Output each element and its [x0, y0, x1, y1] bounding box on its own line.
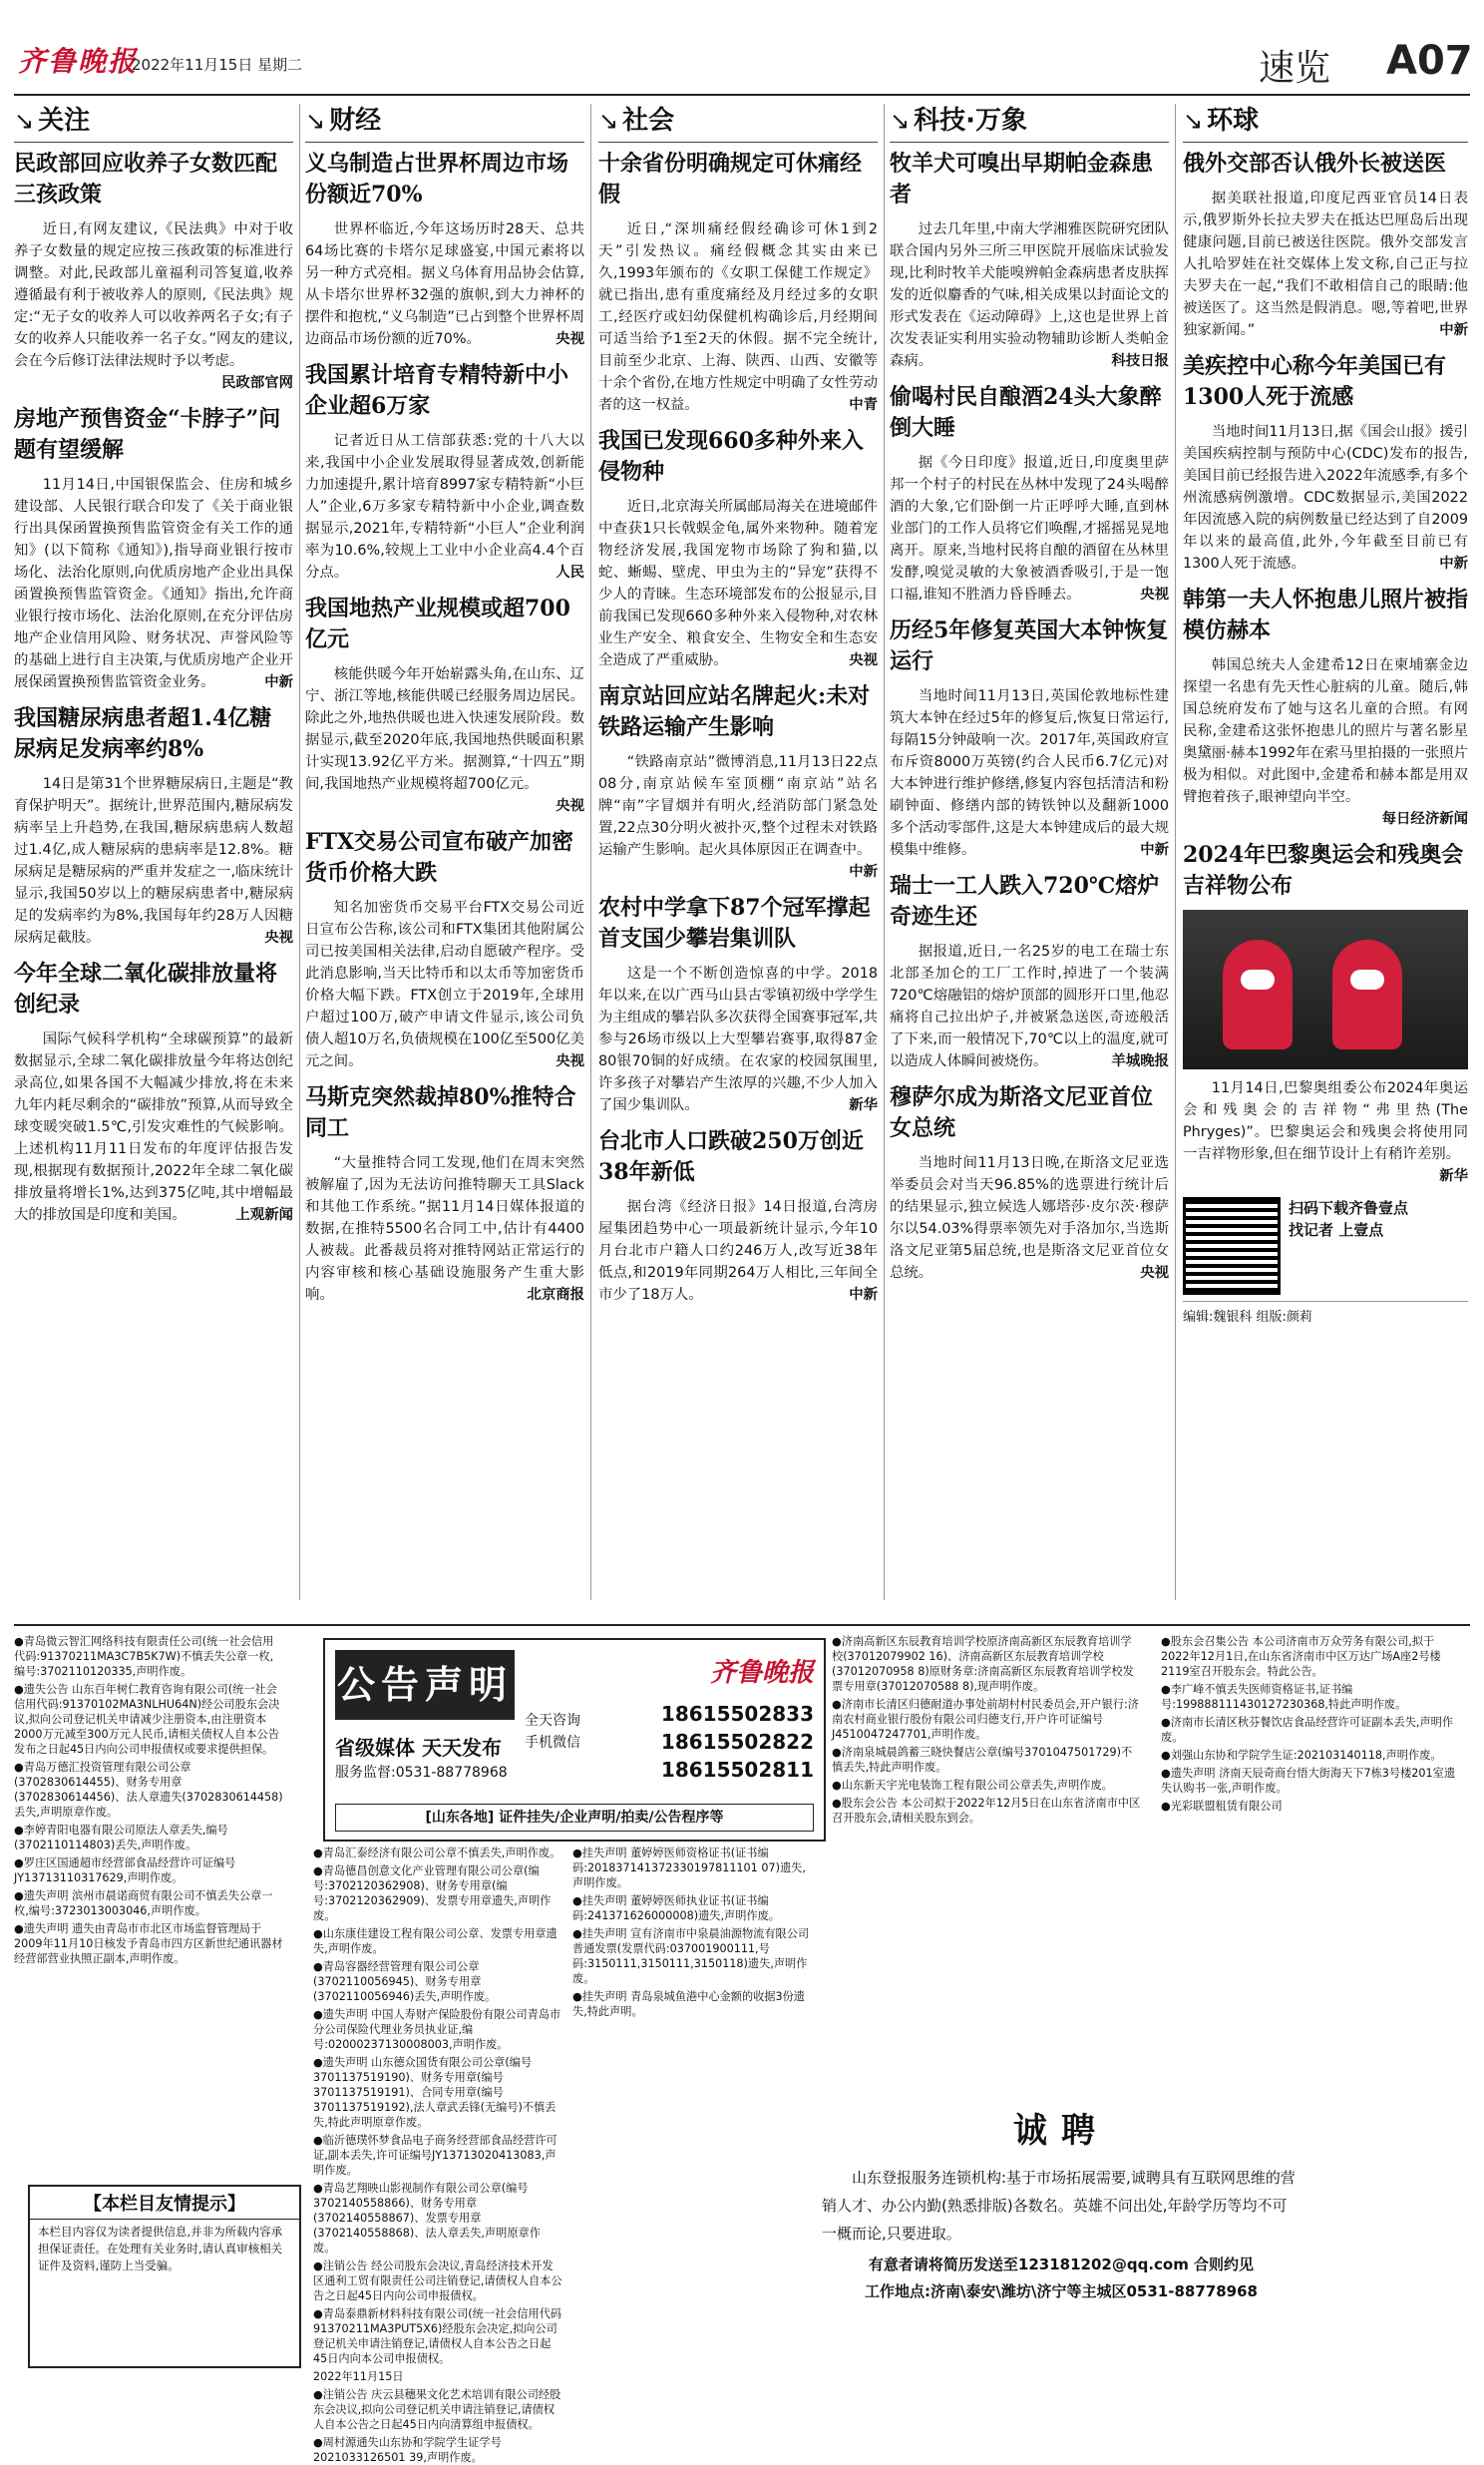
column-1 — [14, 100, 293, 1606]
article — [890, 616, 1169, 861]
column-title: ↘ 社会 — [598, 100, 878, 143]
classified-ad: ●遗失声明 济南天辰奇商台悟大街海天下7栋3号楼201室遗失认购书一张,声明作废。 — [1161, 1767, 1456, 1795]
headline[interactable]: FTX交易公司宣布破产加密货币价格大跌 — [305, 829, 574, 886]
banner-title: 公告声明 — [335, 1650, 515, 1720]
headline[interactable]: 南京站回应站名牌起火:未对铁路运输产生影响 — [598, 683, 871, 740]
body-text: 11月14日,巴黎奥组委公布2024年奥运会和残奥会的吉祥物“弗里热(The Phryges)”。巴黎奥运会和残奥会将使用同一吉祥物形象,但在细节设计上有稍许差别。 新华 — [1183, 1077, 1468, 1187]
banner-service-bar: [山东各地] 证件挂失/企业声明/拍卖/公告程序等 — [335, 1804, 814, 1832]
body-text: 当地时间11月13日,英国伦敦地标性建筑大本钟在经过5年的修复后,恢复日常运行,每隔15分钟敲响一次。2017年,英国政府宣布斥资8000万英镑(约合人民币6.7亿元)对大本钟进行维护修缮,修复内容包括清洁和粉刷钟面、修缮内部的铸铁钟以及翻新1000多个活动零部件,这是大本钟建成后的最大规模集中维修。 中新 — [890, 685, 1169, 861]
headline[interactable]: 农村中学拿下87个冠军撑起首支国少攀岩集训队 — [598, 895, 871, 952]
classified-ad: ●光彩联盟租赁有限公司 — [1161, 1800, 1283, 1813]
arrow-icon: ↘ — [598, 107, 619, 135]
column-title: ↘ 关注 — [14, 100, 293, 143]
ad-column-4 — [572, 1846, 812, 2095]
banner-service-tel: 服务监督:0531-88778968 — [335, 1765, 508, 1781]
classified-ad: ●青岛德昌创意文化产业管理有限公司公章(编号:3702120362908)、财务专用章(编号:3702120362909)、发票专用章遗失,声明作废。 — [313, 1864, 552, 1922]
classified-ad: ●罗庄区国通超市经营部食品经营许可证编号JY13713110317629,声明作废。 — [14, 1856, 236, 1884]
body-text: 过去几年里,中南大学湘雅医院研究团队联合国内另外三所三甲医院开展临床试验发现,比利时牧羊犬能嗅辨帕金森病患者皮肤挥发的近似麝香的气味,相关成果以封面论文的形式发表在《运动障碍》上,这也是世界上首次发表证实利用实验动物辅助诊断人类帕金森病。 科技日报 — [890, 218, 1169, 372]
classified-ad: ●挂失声明 董婷婷医师资格证书(证书编码:201837141372330197811101 07)遗失,声明作废。 — [572, 1847, 806, 1889]
article — [890, 382, 1169, 606]
classified-ad: ●青岛微云智汇网络科技有限责任公司(统一社会信用代码:91370211MA3C7B5K7W)不慎丢失公章一枚,编号:3702110120335,声明作废。 — [14, 1635, 274, 1678]
article — [598, 681, 878, 883]
body-text: 核能供暖今年开始崭露头角,在山东、辽宁、浙江等地,核能供暖已经服务周边居民。除此之外,地热供暖也进入快速发展阶段。数据显示,截至2020年底,我国地热供暖面积累计实现13.92亿平方米。据测算,“十四五”期间,我国地热产业规模将超700亿元。 央视 — [305, 663, 584, 817]
classified-ad: ●济南高新区东辰教育培训学校原济南高新区东辰教育培训学校(37012079902 16)、济南高新区东辰教育培训学校(37012070958 8)原财务章:济南高新区东辰教育培训学校发票专用章(37012070588 8),现声明作废。 — [832, 1635, 1134, 1693]
headline[interactable]: 牧羊犬可嗅出早期帕金森患者 — [890, 151, 1154, 207]
source: 央视 — [556, 1053, 584, 1069]
classified-ad: ●青岛容器经营管理有限公司公章(3702110056945)、财务专用章(3702110056946)丢失,声明作废。 — [313, 1960, 497, 2003]
classified-ad: ●青岛汇泰经济有限公司公章不慎丢失,声明作废。 — [313, 1847, 561, 1859]
page-header — [0, 0, 1484, 98]
classified-ad: ●注销公告 经公司股东会决议,青岛经济技术开发区通利工贸有限责任公司注销登记,请债权人自本公告之日起45日内向公司申报债权。 — [313, 2260, 562, 2302]
classified-ad: 2022年11月15日 — [313, 2370, 404, 2383]
classified-ad: ●李婷青阳电器有限公司原法人章丢失,编号(3702110114803)丢失,声明作废。 — [14, 1824, 228, 1851]
article — [305, 149, 584, 350]
article — [1183, 351, 1468, 575]
headline[interactable]: 义乌制造占世界杯周边市场份额近70% — [305, 151, 569, 207]
classified-ad: ●济南市长清区秋芬餐饮店食品经营许可证副本丢失,声明作废。 — [1161, 1716, 1454, 1744]
column-title: ↘ 科技·万象 — [890, 100, 1169, 143]
tip-title: 【本栏目友情提示】 — [30, 2187, 299, 2220]
article — [598, 1126, 878, 1306]
source: 人民 — [556, 565, 584, 581]
ads-section — [14, 1624, 1470, 2464]
banner-labels: 全天咨询 手机微信 — [525, 1713, 580, 1751]
source: 中青 — [849, 397, 878, 413]
arrow-icon: ↘ — [890, 107, 911, 135]
body-text: 14日是第31个世界糖尿病日,主题是“教育保护明天”。据统计,世界范围内,糖尿病发病率呈上升趋势,在我国,糖尿病患病人数超过1.4亿,成人糖尿病的患病率是12.8%。糖尿病足是糖尿病的严重并发症之一,临床统计显示,我国50岁以上的糖尿病患者中,糖尿病足的发病率约为8%,我国每年约28万人因糖尿病足截肢。 央视 — [14, 773, 293, 949]
recruit-title: 诚聘 — [1013, 2111, 1109, 2151]
body-text: 世界杯临近,今年这场历时28天、总共64场比赛的卡塔尔足球盛宴,中国元素将以另一种方式亮相。据义乌体育用品协会估算,从卡塔尔世界杯32强的旗帜,到大力神杯的摆件和抱枕,“义乌制造”已占到整个世界杯周边商品市场份额的近70%。 央视 — [305, 218, 584, 350]
body-text: 据报道,近日,一名25岁的电工在瑞士东北部圣加仑的工厂工作时,掉进了一个装满720℃熔融铝的熔炉顶部的圆形开口里,他忍痛将自己拉出炉子,并被紧急送医,奇迹般活了下来,而一般情况下,70℃以上的温度,就可以造成人体瞬间被烧伤。 羊城晚报 — [890, 941, 1169, 1072]
classified-ad: ●注销公告 庆云县穗果文化艺术培训有限公司经股东会决议,拟向公司登记机关申请注销登记,请债权人自本公告之日起45日内向清算组申报债权。 — [313, 2388, 561, 2431]
column-title: ↘ 环球 — [1183, 100, 1468, 143]
arrow-icon: ↘ — [1183, 107, 1204, 135]
classified-ad: ●遗失声明 山东德众国货有限公司公章(编号3701137519190)、财务专用章(编号3701137519191)、合同专用章(编号3701137519192),法人章武丢锋(无编号)不慎丢失,特此声明原章作废。 — [313, 2056, 556, 2129]
source: 中新 — [849, 864, 878, 880]
classified-ad: ●青岛万德汇投资管理有限公司公章(3702830614455)、财务专用章(3702830614456)、法人章遗失(3702830614458)丢失,声明原章作废。 — [14, 1761, 283, 1819]
source: 央视 — [1140, 1265, 1169, 1281]
classified-ad: ●青岛泰鼎新材料科技有限公司(统一社会信用代码91370211MA3PUT5X6)经股东会决定,拟向公司登记机关申请注销登记,请债权人自本公告之日起45日内向本公司申报债权。 — [313, 2307, 562, 2365]
article — [14, 959, 293, 1226]
classified-ad: ●遗失公告 山东百年树仁教育咨询有限公司(统一社会信用代码:91370102MA3NLHU64N)经公司股东会决议,拟向公司登记机关申请减少注册资本,由注册资本2000万元减至300万元人民币,请相关债权人自本公告发布之日起45日内向公司申报债权或要求提供担保。 — [14, 1683, 280, 1756]
source: 新华 — [1439, 1168, 1468, 1184]
source: 北京商报 — [527, 1287, 584, 1303]
body-text: 近日,“深圳痛经假经确诊可休1到2天”引发热议。痛经假概念其实由来已久,1993年颁布的《女职工保健工作规定》就已指出,患有重度痛经及月经过多的女职工,经医疗或妇幼保健机构确诊后,月经期间可适当给予1至2天的休假。据不完全统计,目前至少北京、上海、陕西、山西、安徽等十余个省份,在地方性规定中明确了女性劳动者的这一权益。 中青 — [598, 218, 878, 416]
headline[interactable]: 韩第一夫人怀抱患儿照片被指模仿赫本 — [1183, 587, 1469, 643]
body-text: 近日,有网友建议,《民法典》中对于收养子女数量的规定应按三孩政策的标准进行调整。对此,民政部儿童福利司答复道,收养遵循最有利于被收养人的原则,《民法典》规定:“无子女的收养人可以收养两名子女;有子女的收养人只能收养一名子女。”网友的建议,会在今后修订法律法规时予以考虑。 民政部官网 — [14, 218, 293, 394]
headline[interactable]: 2024年巴黎奥运会和残奥会吉祥物公布 — [1183, 842, 1464, 899]
headline[interactable]: 穆萨尔成为斯洛文尼亚首位女总统 — [890, 1084, 1154, 1141]
notice-banner — [323, 1638, 826, 1842]
body-text: 据台湾《经济日报》14日报道,台湾房屋集团趋势中心一项最新统计显示,今年10月台北市户籍人口约246万人,改写近38年低点,和2019年同期264万人相比,三年间全市少了18万人。 中新 — [598, 1196, 878, 1306]
classified-ad: ●刘强山东协和学院学生证:202103140118,声明作废。 — [1161, 1749, 1442, 1762]
article — [598, 149, 878, 416]
ad-column-6 — [1161, 1634, 1460, 2093]
body-text: 近日,北京海关所属邮局海关在进境邮件中查获1只长戟蜈金龟,属外来物种。随着宠物经济发展,我国宠物市场除了狗和猫,以蛇、蜥蜴、壁虎、甲虫为主的“异宠”获得不少人的青睐。生态环境部发布的公报显示,目前我国已发现660多种外来入侵物种,对农林业生产安全、粮食安全、生物安全和生态安全造成了严重威胁。 央视 — [598, 496, 878, 671]
article — [14, 404, 293, 693]
ad-column-3 — [313, 1846, 562, 2464]
arrow-icon: ↘ — [14, 107, 35, 135]
banner-logo: 齐鲁晚报 — [709, 1658, 814, 1688]
source: 央视 — [556, 798, 584, 814]
article — [598, 426, 878, 671]
classified-ad: ●挂失声明 宣有济南市中泉晨油源物流有限公司普通发票(发票代码:037001900111,号码:3150111,3150111,3150118)遗失,声明作废。 — [572, 1927, 810, 1985]
source: 中新 — [1140, 842, 1169, 858]
recruit-contact: 有意者请将简历发送至123181202@qq.com 合则约见 — [868, 2256, 1255, 2273]
article — [890, 871, 1169, 1072]
article — [305, 827, 584, 1072]
classified-ad: ●挂失声明 董婷婷医师执业证书(证书编码:241371626000008)遗失,声明作废。 — [572, 1894, 780, 1922]
article — [305, 594, 584, 817]
headline[interactable]: 我国糖尿病患者超1.4亿糖尿病足发病率约8% — [14, 705, 272, 762]
friendly-tip-box — [28, 2185, 301, 2368]
column-2 — [305, 100, 584, 1606]
qr-code-icon[interactable] — [1183, 1197, 1281, 1295]
classified-ad: ●遗失声明 滨州市晨诺商贸有限公司不慎丢失公章一枚,编号:3723013003046,声明作废。 — [14, 1889, 273, 1917]
recruitment-ad — [822, 2095, 1300, 2374]
classified-ad: ●遗失声明 遗失由青岛市市北区市场监督管理局于2009年11月10日核发予青岛市四方区新世纪通讯器材经营部营业执照正副本,声明作废。 — [14, 1922, 283, 1965]
body-text: 当地时间11月13日,据《国会山报》援引美国疾病控制与预防中心(CDC)发布的报告,美国目前已经报告进入2022年流感季,有多个州流感病例激增。CDC数据显示,美国2022年因流感入院的病例数量已经达到了自2009年以来的最高值,此外,今年截至目前已有1300人死于流感。 中新 — [1183, 421, 1468, 575]
column-5 — [1183, 100, 1468, 1606]
section-name: 速览 — [1259, 48, 1331, 89]
headline[interactable]: 今年全球二氧化碳排放量将创纪录 — [14, 961, 278, 1018]
editor-credit: 编辑:魏银科 组版:颜莉 — [1183, 1301, 1468, 1325]
issue-date: 2022年11月15日 星期二 — [132, 56, 303, 74]
article — [305, 1082, 584, 1306]
body-text: 当地时间11月13日晚,在斯洛文尼亚选举委员会对当天96.85%的选票进行统计后的结果显示,独立候选人娜塔莎·皮尔茨·穆萨尔以54.03%得票率领先对手洛加尔,当选斯洛文尼亚第5届总统,也是斯洛文尼亚首位女总统。 央视 — [890, 1152, 1169, 1284]
classified-ad: ●李广峰不慎丢失医师资格证书,证书编号:199888111430127230368,特此声明作废。 — [1161, 1683, 1407, 1711]
recruit-address: 工作地点:济南\泰安\潍坊\济宁等主城区0531-88778968 — [865, 2282, 1258, 2300]
article — [598, 893, 878, 1116]
headline[interactable]: 我国地热产业规模或超700亿元 — [305, 596, 570, 652]
article — [890, 1082, 1169, 1284]
classified-ad: ●济南市长清区归德耐道办事处前胡村村民委员会,开户银行:济南农村商业银行股份有限公司归德支行,开户许可证编号J4510047247701,声明作废。 — [832, 1698, 1139, 1741]
classified-ad: ●股东会召集公告 本公司济南市万众劳务有限公司,拟于2022年12月1日,在山东省济南市中区万达广场A座2号楼2119室召开股东会。特此公告。 — [1161, 1635, 1441, 1678]
headline[interactable]: 房地产预售资金“卡脖子”问题有望缓解 — [14, 406, 281, 463]
body-text: “大量推特合同工发现,他们在周末突然被解雇了,因为无法访问推特聊天工具Slack和其他工作系统。”据11月14日媒体报道的数据,在推特5500名合同工中,估计有4400人被裁。此番裁员将对推特网站正常运行的内容审核和核心基础设施服务产生重大影响。 北京商报 — [305, 1152, 584, 1306]
headline[interactable]: 俄外交部否认俄外长被送医 — [1183, 151, 1447, 177]
classified-ad: ●山东新天宇光电装饰工程有限公司公章丢失,声明作废。 — [832, 1779, 1113, 1792]
classified-ad: ●挂失声明 青岛泉城鱼港中心金额的收据3份遗失,特此声明。 — [572, 1990, 805, 2018]
header-rule — [14, 94, 1470, 96]
column-title: ↘ 财经 — [305, 100, 584, 143]
body-text: 据美联社报道,印度尼西亚官员14日表示,俄罗斯外长拉夫罗夫在抵达巴厘岛后出现健康问题,目前已被送往医院。俄外交部发言人扎哈罗娃在社交媒体上发文称,自己正与拉夫罗夫在一起,“我们不敢相信自己的眼睛:他被送医了。这当然是假消息。嗯,等着吧,世界独家新闻。” 中新 — [1183, 188, 1468, 341]
headline[interactable]: 历经5年修复英国大本钟恢复运行 — [890, 617, 1169, 674]
article — [1183, 149, 1468, 341]
arrow-icon: ↘ — [305, 107, 326, 135]
headline[interactable]: 我国已发现660多种外来入侵物种 — [598, 428, 864, 485]
ad-column-5 — [832, 1634, 1141, 2093]
article — [890, 149, 1169, 372]
article — [1183, 585, 1468, 830]
source: 中新 — [849, 1287, 878, 1303]
article — [1183, 840, 1468, 1187]
classified-ad: ●青岛艺翔映山影视制作有限公司公章(编号3702140558866)、财务专用章(3702140558867)、发票专用章(3702140558868)、法人章丢失,声明原章作废。 — [313, 2182, 541, 2255]
column-4 — [890, 100, 1169, 1606]
classified-ad: ●遗失声明 中国人寿财产保险股份有限公司青岛市分公司保险代理业务员执业证,编号:02000237130008003,声明作废。 — [313, 2008, 561, 2051]
body-text: 知名加密货币交易平台FTX交易公司近日宣布公告称,该公司和FTX集团其他附属公司已按美国相关法律,启动自愿破产程序。受此消息影响,当天比特币和以太币等加密货币价格大幅下跌。FTX创立于2019年,全球用户超过100万,破产申请文件显示,该公司负债人超10万名,负债规模在100亿至500亿美元之间。 央视 — [305, 897, 584, 1072]
banner-slogan: 省级媒体 天天发布 — [335, 1736, 502, 1760]
mascot-photo — [1183, 910, 1468, 1069]
source: 每日经济新闻 — [1381, 811, 1468, 827]
headline[interactable]: 十余省份明确规定可休痛经假 — [598, 151, 863, 207]
classified-ad: ●山东康佳建设工程有限公司公章、发票专用章遗失,声明作废。 — [313, 1927, 557, 1955]
body-text: 记者近日从工信部获悉:党的十八大以来,我国中小企业发展取得显著成效,创新能力加速提升,累计培育8997家专精特新“小巨人”企业,6万多家专精特新中小企业,调查数据显示,2021年,专精特新“小巨人”企业利润率为10.6%,较规上工业中小企业高4.4个百分点。 人民 — [305, 430, 584, 584]
source: 央视 — [1140, 587, 1169, 603]
body-text: 韩国总统夫人金建希12日在柬埔寨金边探望一名患有先天性心脏病的儿童。随后,韩国总统府发布了她与这名儿童的合照。有网民称,金建希这张怀抱患儿的照片与著名影星奥黛丽·赫本1992年在索马里拍摄的一张照片极为相似。对此图中,金建希和赫本都是用双臂抱着孩子,眼神望向半空。 每日经济新闻 — [1183, 654, 1468, 830]
qr-block: 扫码下载齐鲁壹点 找记者 上壹点 — [1183, 1197, 1468, 1295]
newspaper-logo: 齐鲁晚报 — [18, 45, 139, 78]
page-number: A07 — [1386, 38, 1473, 84]
headline[interactable]: 偷喝村民自酿酒24头大象醉倒大睡 — [890, 384, 1162, 441]
source: 央视 — [264, 930, 293, 946]
source: 科技日报 — [1111, 353, 1169, 369]
source: 央视 — [849, 652, 878, 668]
banner-phones: 18615502833 18615502822 18615502811 — [660, 1702, 814, 1782]
recruit-text: 山东登报服务连锁机构:基于市场拓展需要,诚聘具有互联网思维的营销人才、办公内勤(熟悉排版)各数名。英雄不问出处,年龄学历等均不可一概而论,只要进取。 — [822, 2169, 1296, 2243]
body-text: “铁路南京站”微博消息,11月13日22点08分,南京站候车室顶棚“南京站”站名牌“南”字冒烟并有明火,经消防部门紧急处置,22点30分明火被扑灭,整个过程未对铁路运输产生影响。起火具体原因正在调查中。 中新 — [598, 751, 878, 883]
headline[interactable]: 瑞士一工人跌入720℃熔炉奇迹生还 — [890, 873, 1160, 930]
headline[interactable]: 民政部回应收养子女数匹配三孩政策 — [14, 151, 278, 207]
source: 民政部官网 — [221, 375, 293, 391]
article — [14, 149, 293, 394]
body-text: 这是一个不断创造惊喜的中学。2018年以来,在以广西马山县古零镇初级中学学生为主组成的攀岩队多次获得全国赛事冠军,共参与26场市级以上大型攀岩赛事,取得87金80银70铜的好成绩。在农家的校园氛围里,许多孩子对攀岩产生浓厚的兴趣,不少人加入了国少集训队。 新华 — [598, 963, 878, 1116]
classified-ad: ●股东会公告 本公司拟于2022年12月5日在山东省济南市中区召开股东会,请相关股东到会。 — [832, 1797, 1141, 1825]
article — [305, 360, 584, 584]
headline[interactable]: 马斯克突然裁掉80%推特合同工 — [305, 1084, 576, 1141]
column-3 — [598, 100, 878, 1606]
classified-ad: ●临沂德璞怀梦食品电子商务经营部食品经营许可证,副本丢失,许可证编号JY13713020413083,声明作废。 — [313, 2134, 557, 2177]
source: 央视 — [556, 331, 584, 347]
source: 中新 — [1439, 322, 1468, 338]
source: 中新 — [1439, 556, 1468, 572]
classified-ad: ●济南泉城晨鸽蓄三晓快餐店公章(编号3701047501729)不慎丢失,特此声明作废。 — [832, 1746, 1133, 1774]
source: 中新 — [264, 674, 293, 690]
body-text: 据《今日印度》报道,近日,印度奥里萨邦一个村子的村民在丛林中发现了24头喝醉酒的大象,它们卧倒一片正呼呼大睡,直到林业部门的工作人员将它们唤醒,才摇摇晃晃地离开。原来,当地村民将自酿的酒留在丛林里发酵,嗅觉灵敏的大象被酒香吸引,于是一饱口福,谁知不胜酒力昏昏睡去。 央视 — [890, 452, 1169, 606]
classified-ad: ●周村源通失山东协和学院学生证学号2021033126501 39,声明作废。 — [313, 2436, 502, 2464]
body-text: 11月14日,中国银保监会、住房和城乡建设部、人民银行联合印发了《关于商业银行出具保函置换预售监管资金有关工作的通知》(以下简称《通知》),指导商业银行按市场化、法治化原则,向优质房地产企业出具保函置换预售监管资金。《通知》指出,允许商业银行按市场化、法治化原则,在充分评估房地产企业信用风险、财务状况、声誉风险等的基础上进行自主决策,与优质房地产企业开展保函置换预售监管资金业务。 中新 — [14, 474, 293, 693]
tip-text: 本栏目内容仅为读者提供信息,并非为所载内容承担保证责任。在处理有关业务时,请认真审核相关证件及资料,谨防上当受骗。 — [38, 2225, 283, 2272]
body-text: 国际气候科学机构“全球碳预算”的最新数据显示,全球二氧化碳排放量今年将达创纪录高位,如果各国不大幅减少排放,将在未来九年内耗尽剩余的“碳排放”预算,从而导致全球变暖突破1.5℃,引发灾难性的气候影响。上述机构11月11日发布的年度评估报告发现,根据现有数据预计,2022年全球二氧化碳排放量将增长1%,达到375亿吨,其中增幅最大的排放国是印度和美国。 上观新闻 — [14, 1028, 293, 1226]
ad-column-1 — [14, 1634, 283, 2183]
source: 上观新闻 — [235, 1207, 293, 1223]
source: 羊城晚报 — [1111, 1053, 1169, 1069]
headline[interactable]: 台北市人口跌破250万创近38年新低 — [598, 1128, 864, 1185]
source: 新华 — [849, 1097, 878, 1113]
headline[interactable]: 我国累计培育专精特新中小企业超6万家 — [305, 362, 569, 419]
headline[interactable]: 美疾控中心称今年美国已有1300人死于流感 — [1183, 353, 1447, 410]
article — [14, 703, 293, 949]
